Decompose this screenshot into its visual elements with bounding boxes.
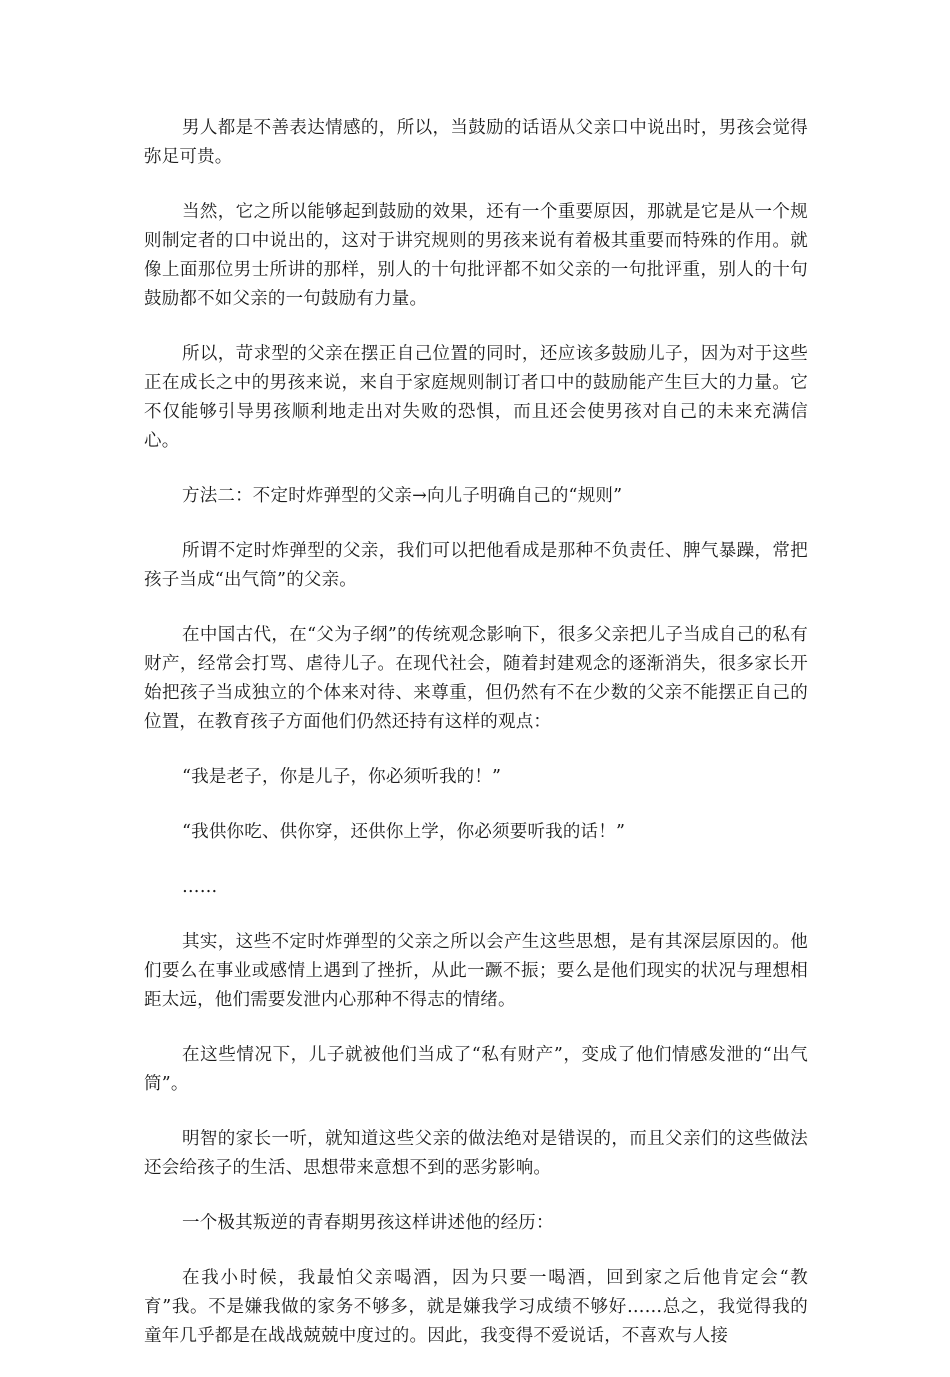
- paragraph: 所以，苛求型的父亲在摆正自己位置的同时，还应该多鼓励儿子，因为对于这些正在成长之中的男孩来说，来自于家庭规则制订者口中的鼓励能产生巨大的力量。它不仅能够引导男孩顺利地走出对失败的恐惧，而且还会使男孩对自己的未来充满信心。: [144, 344, 808, 451]
- paragraph: 一个极其叛逆的青春期男孩这样讲述他的经历：: [182, 1213, 554, 1233]
- paragraph: 明智的家长一听，就知道这些父亲的做法绝对是错误的，而且父亲们的这些做法还会给孩子的生活、思想带来意想不到的恶劣影响。: [144, 1129, 808, 1178]
- section-heading: 方法二：不定时炸弹型的父亲→向儿子明确自己的“规则”: [182, 486, 623, 506]
- quote: “我供你吃、供你穿，还供你上学，你必须要听我的话！”: [182, 822, 626, 842]
- paragraph: 在这些情况下，儿子就被他们当成了“私有财产”，变成了他们情感发泄的“出气筒”。: [144, 1045, 808, 1094]
- paragraph: 在我小时候，我最怕父亲喝酒，因为只要一喝酒，回到家之后他肯定会“教育”我。不是嫌我做的家务不够多，就是嫌我学习成绩不够好……总之，我觉得我的童年几乎都是在战战兢兢中度过的。因此，我变得不爱说话，不喜欢与人接: [144, 1268, 808, 1346]
- ellipsis: ……: [182, 877, 218, 897]
- paragraph: 男人都是不善表达情感的，所以，当鼓励的话语从父亲口中说出时，男孩会觉得弥足可贵。: [144, 118, 808, 167]
- paragraph: 所谓不定时炸弹型的父亲，我们可以把他看成是那种不负责任、脾气暴躁，常把孩子当成“出气筒”的父亲。: [144, 541, 808, 590]
- quote: “我是老子，你是儿子，你必须听我的！”: [182, 767, 502, 787]
- paragraph: 在中国古代，在“父为子纲”的传统观念影响下，很多父亲把儿子当成自己的私有财产，经常会打骂、虐待儿子。在现代社会，随着封建观念的逐渐消失，很多家长开始把孩子当成独立的个体来对待、来尊重，但仍然有不在少数的父亲不能摆正自己的位置，在教育孩子方面他们仍然还持有这样的观点：: [144, 625, 808, 732]
- document-page: [144, 114, 808, 1377]
- paragraph: 其实，这些不定时炸弹型的父亲之所以会产生这些思想，是有其深层原因的。他们要么在事业或感情上遇到了挫折，从此一蹶不振；要么是他们现实的状况与理想相距太远，他们需要发泄内心那种不得志的情绪。: [144, 932, 808, 1010]
- paragraph: 当然，它之所以能够起到鼓励的效果，还有一个重要原因，那就是它是从一个规则制定者的口中说出的，这对于讲究规则的男孩来说有着极其重要而特殊的作用。就像上面那位男士所讲的那样，别人的十句批评都不如父亲的一句批评重，别人的十句鼓励都不如父亲的一句鼓励有力量。: [144, 202, 808, 309]
